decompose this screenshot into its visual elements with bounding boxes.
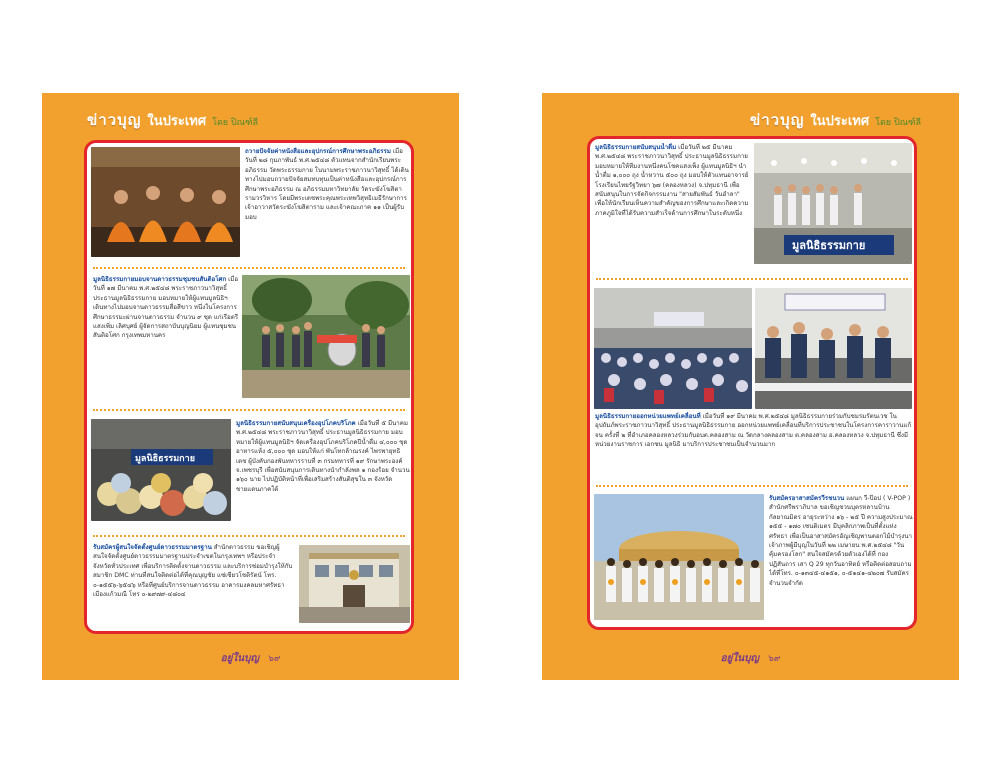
article-3 [236, 419, 410, 531]
article-6 [595, 412, 912, 482]
article-1-title: ถวายปัจจัยค่าหนังสือและอุปกรณ์การศึกษาพระอภิธรรม [245, 148, 391, 155]
divider [93, 409, 405, 411]
article-1-body: เมื่อวันที่ ๒๘ กุมภาพันธ์ พ.ศ.๒๕๔๘ ตัวแทนจากสำนักเรียนพระอภิธรรม วัดพระธรรมกาย ในนามพระราชภาวนาวิสุทธิ์ ได้เดินทางไปมอบถวายปัจจัยสมทบทุนเป็นค่าหนังสือและอุปกรณ์การศึกษาพระอภิธรรม ณ อภิธรรมมหาวิทยาลัย วัดระฆังโฆสิตารามวรวิหาร โดยมีพระเดชพระคุณพระเทพวิสุทธิเมธีรักษาการเจ้าอาวาสวัดระฆังโฆสิตาราม และเจ้าคณะภาค ๑๑ เป็นผู้รับมอบ [245, 148, 409, 221]
page-number: ๖๙ [768, 654, 781, 664]
foundation-banner-text: มูลนิธิธรรมกาย [792, 239, 866, 252]
article-2-body: เมื่อวันที่ ๑๗ มีนาคม พ.ศ.๒๕๔๘ พระราชภาวนาวิสุทธิ์ ประธานมูลนิธิธรรมกาย มอบหมายให้ผู้แทนมูลนิธิฯ เดินทางไปมอบจานดาวธรรมสื่อสีขาว หนึ่งในโครงการศึกษาธรรมะผ่านจานดาวธรรม จำนวน ๙ ชุด แก่เรือตรีแสงเพิ่ม เลิศบุศย์ ผู้จัดการสถาบันบุญนิยม ผู้แทนชุมชนสันติอโศก กรุงเทพมหานคร [93, 276, 239, 340]
volunteers-photo [594, 494, 764, 620]
building-photo [299, 545, 410, 623]
satellite-dish-photo [242, 275, 410, 398]
monks-photo [91, 147, 240, 257]
divider [93, 535, 405, 537]
page-header [87, 108, 258, 130]
section-title: ข่าวบุญ [87, 111, 142, 129]
divider [596, 278, 908, 280]
medical-unit-photo-2 [755, 288, 912, 409]
article-3-body: เมื่อวันที่ ๕ มีนาคม พ.ศ.๒๕๔๘ พระราชภาวนาวิสุทธิ์ ประธานมูลนิธิธรรมกาย มอบหมายให้ผู้แทนมูลนิธิฯ จัดเครื่องอุปโภคบริโภคปีน้ำดื่ม ๔,๐๐๐ ชุด อาหารแห้ง ๕,๐๐๐ ชุด มอบให้แก่ พันโทกล้าณรงค์ ไพรพายุทธิเดช ผู้บังคับกองพันทหารราบที่ ๓ กรมทหารที่ ๑๙ รักษาพระองค์ จ.เพชรบุรี เพื่อสนับสนุนการเดินทางนำกำลังพล ๑ กองร้อย จำนวน ๑๖๐ นาย ไปปฏิบัติหน้าที่เพื่อเสริมสร้างสันติสุขใน ๓ จังหวัดชายแดนภาคใต้ [236, 420, 410, 493]
magazine-logo: อยู่ในบุญ [220, 653, 260, 664]
article-4-title: รับสมัครผู้สนใจจัดตั้งศูนย์ดาวธรรมมาตรฐาน [93, 544, 212, 551]
article-3-title: มูลนิธิธรรมกายสนับสนุนเครื่องอุปโภคบริโภค [236, 420, 356, 427]
supplies-photo [91, 419, 231, 521]
divider [93, 267, 405, 269]
page-header [750, 108, 921, 130]
article-4 [93, 543, 293, 623]
medical-unit-photo-1 [594, 288, 752, 409]
page-footer [42, 646, 459, 666]
foundation-sign-text: มูลนิธิธรรมกาย [135, 454, 195, 464]
news-box [587, 136, 917, 630]
right-page [542, 93, 959, 680]
water-donation-photo [754, 143, 912, 264]
article-5 [595, 143, 751, 273]
article-5-title: มูลนิธิธรรมกายสนับสนุนน้ำดื่ม [595, 144, 677, 151]
article-7-body: แผนก วี-ป๊อป ( V-POP ) สำนักศรีพราภิบาล ขอเชิญชวนบุตรหลานบ้านกัลยาณมิตร อายุระหว่าง ๑๖ - ๒๕ ปี ความสูงประมาณ ๑๕๕ - ๑๗๐ เซนติเมตร มีบุคลิกภาพเป็นที่ตั้งแห่งศรัทธา เพื่อเป็นอาสาสมัครอัญเชิญพานดอกไม้บำรุงนาเจ้าภาพผู้มีบุญในวันที่ ๒๒ เมษายน พ.ศ.๒๕๔๘ "วันคุ้มครองโลก" สนใจสมัครด้วยตัวเองได้ที่ กองปฏิสันถาร เสา Q 29 ทุกวันอาทิตย์ หรือติดต่อสอบถามได้ที่โทร. ๐-๑๓๔๕-๔๑๕๑, ๐-๕๑๔๑-๔๒๐๗ รับสมัครจำนวนจำกัด [769, 495, 913, 587]
article-6-body: เมื่อวันที่ ๑๙ มีนาคม พ.ศ.๒๕๔๘ มูลนิธิธรรมกายร่วมกับชมรมรัตนเวช ในอุปถัมภ์พระราชภาวนาวิสุทธิ์ ประธานมูลนิธิธรรมกาย ออกหน่วยแพทย์เคลื่อนที่บริการประชาชนในโครงการคาราวานแก้จน ครั้งที่ ๒ ที่อำเภอคลองหลวงร่วมกับอบต.คลองสาม ณ วัดกลางคลองสาม ต.คลองสาม อ.คลองหลวง จ.ปทุมธานี ซึ่งมีหน่วยงานราชการ เอกชน มูลนิธิ มาบริการประชาชนเป็นจำนวนมาก [595, 413, 912, 449]
article-7 [769, 494, 913, 628]
section-subtitle: ในประเทศ [810, 114, 870, 129]
page-number: ๖๙ [268, 654, 281, 664]
section-subtitle: ในประเทศ [147, 114, 207, 129]
article-2 [93, 275, 239, 387]
magazine-logo: อยู่ในบุญ [720, 653, 760, 664]
divider [596, 485, 908, 487]
article-4-body: สำนักดาวธรรม ขอเชิญผู้สนใจจัดตั้งศูนย์ดาวธรรมมาตรฐานประจำเขตในกรุงเทพฯ หรือประจำจังหวัดทั่วประเทศ เพื่อบริการติดตั้งจานดาวธรรม และบริการซ่อมบำรุงให้กับสมาชิก DMC ท่านที่สนใจติดต่อได้ที่คุณบุญชัย แซ่เซียวโชติรัตน์ โทร. ๐-๑๕๕๖-๖๕๔๖ หรือที่ศูนย์บริการจานดาวธรรม อาคารมงคลมหาศรัทธา เมืองแก้วมณี โทร ๐-๒๙๗๙-๔๘๐๔ [93, 544, 293, 599]
article-7-title: รับสมัครอาสาสมัครวีรชนวน [769, 495, 845, 502]
news-box [84, 140, 414, 634]
article-1 [245, 147, 410, 259]
page-footer [542, 646, 959, 666]
section-title: ข่าวบุญ [750, 111, 805, 129]
left-page [42, 93, 459, 680]
byline: โดย ปิณฑ์ลี [212, 118, 258, 128]
byline: โดย ปิณฑ์ลี [875, 118, 921, 128]
article-2-title: มูลนิธิธรรมกายมอบจานดาวธรรมชุมชนสันติอโศก [93, 276, 227, 283]
article-6-title: มูลนิธิธรรมกายออกหน่วยแพทย์เคลื่อนที่ [595, 413, 701, 420]
article-5-body: เมื่อวันที่ ๒๕ มีนาคม พ.ศ.๒๕๔๘ พระราชภาวนาวิสุทธิ์ ประธานมูลนิธิธรรมกาย มอบหมายให้ทีมงานหนึ่งคนโชคแสงเพ็ง ผู้แทนมูลนิธิฯ นำน้ำดื่ม ๑,๐๐๐ ถุง น้ำหวาน ๕๐๐ ถุง มอบให้ตัวแทนอาจารย์โรงเรียนไทยรัฐวิทยา ๖๗ (คลองหลวง) จ.ปทุมธานี เพื่อสนับสนุนในการจัดกิจกรรมงาน "สายสัมพันธ์ วันอำลา" เพื่อให้นักเรียนเห็นความสำคัญของการศึกษาและเกิดความภาคภูมิใจที่ได้รับความสำเร็จด้านการศึกษาในระดับหนึ่ง [595, 144, 749, 217]
